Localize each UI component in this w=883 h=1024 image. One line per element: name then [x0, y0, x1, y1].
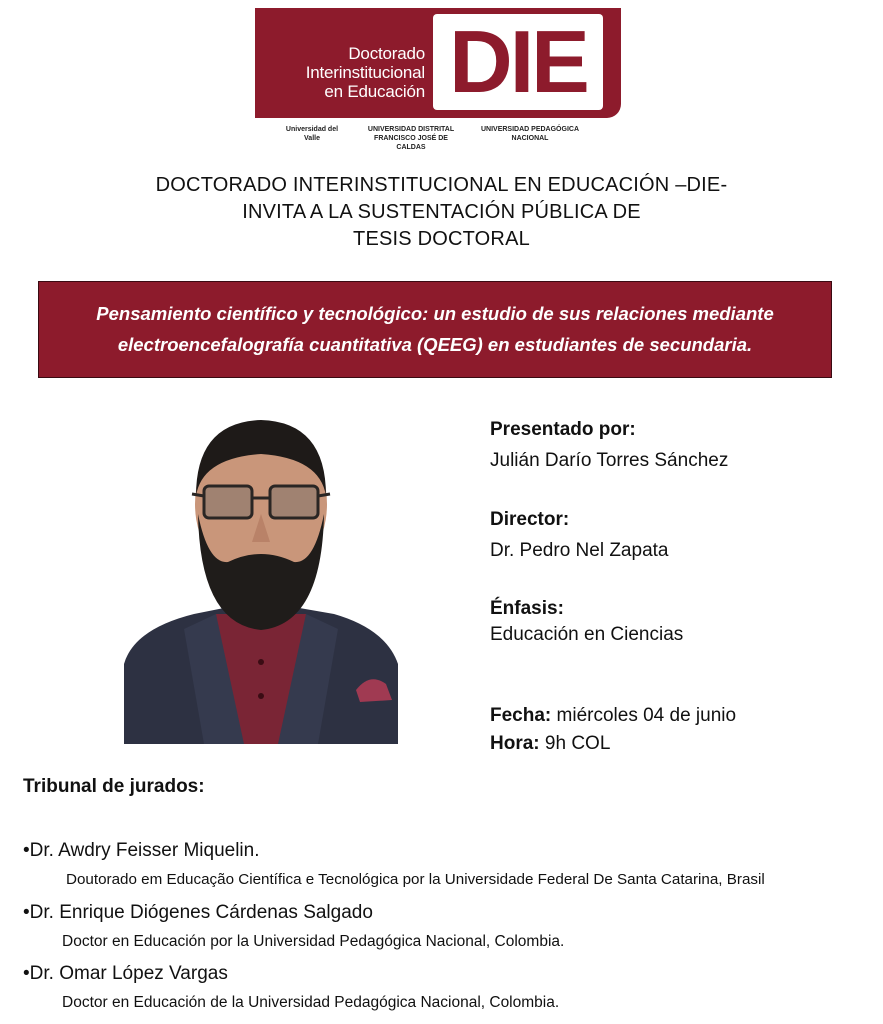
heading-line-1: DOCTORADO INTERINSTITUCIONAL EN EDUCACIÓN –DIE-	[155, 174, 728, 196]
director-block	[490, 508, 668, 563]
university-pedagogica: UNIVERSIDAD PEDAGÓGICA NACIONAL	[480, 126, 579, 142]
thesis-title-line-2: electroencefalografía cuantitativa (QEEG) en estudiantes de secundaria.	[117, 334, 753, 355]
juror-desc-1: Doutorado em Educação Científica e Tecnológica por la Universidade Federal De Santa Catarina, Brasil	[66, 871, 765, 888]
logo-box	[255, 8, 621, 118]
director-name: Dr. Pedro Nel Zapata	[490, 540, 669, 561]
logo-text	[265, 44, 425, 101]
presenter-label: Presentado por:	[490, 419, 636, 440]
logo-text-line-1: Doctorado	[348, 44, 425, 63]
heading-line-2: INVITA A LA SUSTENTACIÓN PÚBLICA DE	[242, 201, 641, 223]
presenter-name: Julián Darío Torres Sánchez	[490, 450, 729, 471]
juror-desc-3: Doctor en Educación de la Universidad Pedagógica Nacional, Colombia.	[62, 994, 560, 1011]
logo-text-line-2: Interinstitucional	[305, 63, 425, 82]
time-row	[490, 732, 610, 756]
juror-desc-2: Doctor en Educación por la Universidad Pedagógica Nacional, Colombia.	[62, 933, 565, 950]
university-distrital: UNIVERSIDAD DISTRITAL FRANCISCO JOSÉ DE CALDAS	[367, 126, 455, 151]
date-value: miércoles 04 de junio	[556, 705, 737, 726]
date-label: Fecha:	[490, 705, 552, 726]
emphasis-value: Educación en Ciencias	[490, 624, 684, 645]
presenter-block	[490, 418, 728, 473]
juror-name-1: •Dr. Awdry Feisser Miquelin.	[23, 840, 260, 861]
thesis-title-line-1: Pensamiento científico y tecnológico: un estudio de sus relaciones mediante	[96, 303, 774, 324]
logo-text-line-3: en Educación	[324, 82, 425, 101]
thesis-title-box	[38, 281, 832, 378]
heading-line-3: TESIS DOCTORAL	[353, 228, 530, 250]
director-label: Director:	[490, 509, 570, 530]
time-value: 9h COL	[544, 733, 611, 754]
juror-name-2: •Dr. Enrique Diógenes Cárdenas Salgado	[23, 902, 373, 923]
emphasis-block	[490, 597, 683, 647]
university-del-valle: Universidad del Valle	[285, 126, 339, 142]
presenter-photo	[124, 414, 398, 744]
invitation-heading	[60, 172, 823, 253]
die-logo	[255, 8, 621, 151]
date-row	[490, 704, 736, 728]
tribunal-title: Tribunal de jurados:	[23, 776, 205, 797]
emphasis-label: Énfasis:	[490, 598, 564, 619]
logo-acronym: DIE	[433, 14, 603, 110]
juror-name-3: •Dr. Omar López Vargas	[23, 963, 228, 984]
time-label: Hora:	[490, 733, 540, 754]
